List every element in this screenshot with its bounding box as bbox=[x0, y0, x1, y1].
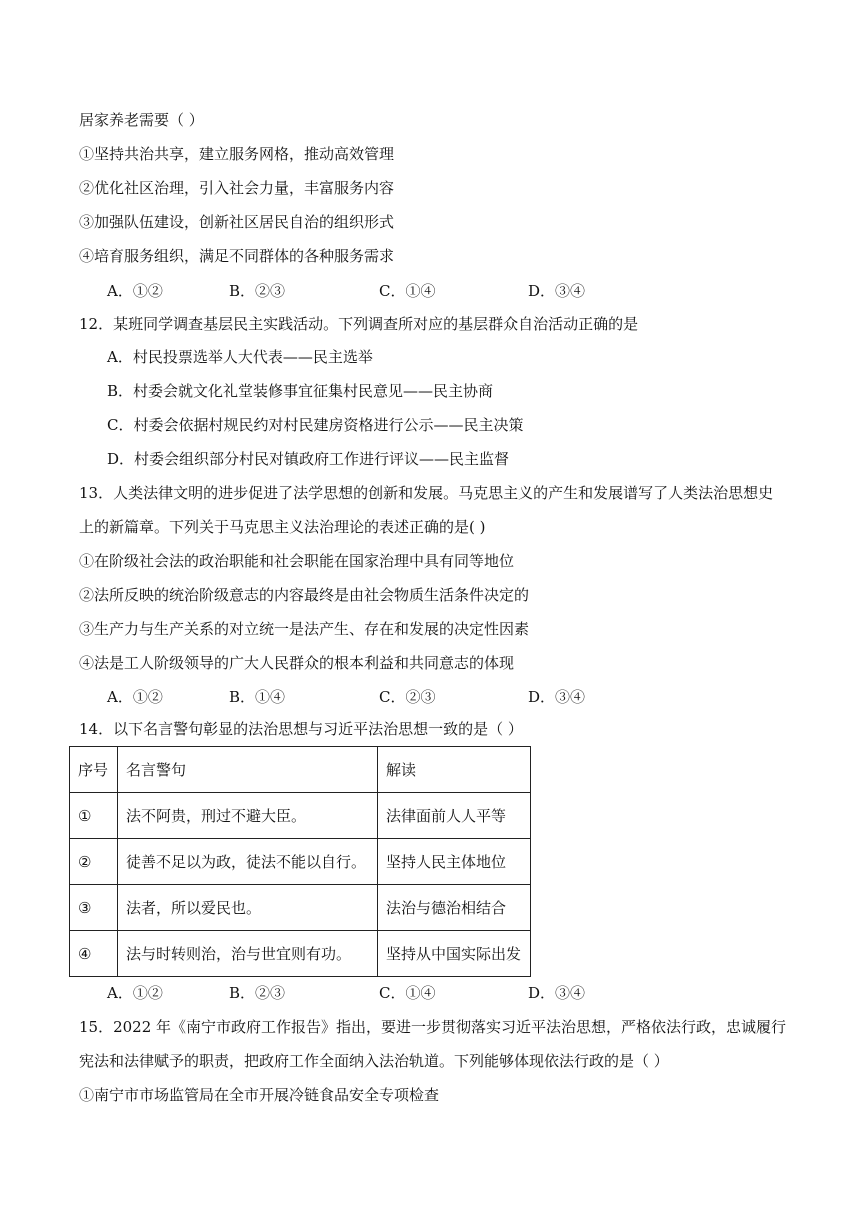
row-interpretation: 坚持从中国实际出发 bbox=[378, 931, 531, 977]
q14-choices bbox=[107, 983, 807, 1003]
q13-choice-b[interactable]: B．①④ bbox=[229, 688, 286, 706]
q11-statement-4: ④培育服务组织，满足不同群体的各种服务需求 bbox=[79, 247, 395, 265]
q15-stem-line-1: 15．2022 年《南宁市政府工作报告》指出，要进一步贯彻落实习近平法治思想，严格依法行政，忠诚履行 bbox=[79, 1018, 787, 1036]
q11-choice-c[interactable]: C．①④ bbox=[379, 282, 436, 300]
q13-statement-4: ④法是工人阶级领导的广大人民群众的根本利益和共同意志的体现 bbox=[79, 654, 515, 672]
q14-stem: 14．以下名言警句彰显的法治思想与习近平法治思想一致的是（ ） bbox=[79, 720, 523, 738]
q11-choice-d[interactable]: D．③④ bbox=[528, 282, 586, 300]
q14-choice-b[interactable]: B．②③ bbox=[229, 984, 286, 1002]
row-number: ① bbox=[70, 793, 118, 839]
row-quote: 法不阿贵，刑过不避大臣。 bbox=[118, 793, 378, 839]
q15-stem-line-2: 宪法和法律赋予的职责，把政府工作全面纳入法治轨道。下列能够体现依法行政的是（ ） bbox=[79, 1052, 669, 1070]
q13-statement-3: ③生产力与生产关系的对立统一是法产生、存在和发展的决定性因素 bbox=[79, 620, 530, 638]
q11-statement-2: ②优化社区治理，引入社会力量，丰富服务内容 bbox=[79, 179, 395, 197]
q12-option-a[interactable]: A．村民投票选举人大代表——民主选举 bbox=[107, 348, 373, 366]
row-quote: 法与时转则治，治与世宜则有功。 bbox=[118, 931, 378, 977]
q15-statement-1: ①南宁市市场监管局在全市开展冷链食品安全专项检查 bbox=[79, 1086, 440, 1104]
q14-choice-a[interactable]: A．①② bbox=[107, 984, 163, 1002]
q13-choices bbox=[107, 687, 807, 707]
header-quote: 名言警句 bbox=[118, 747, 378, 793]
q13-statement-1: ①在阶级社会法的政治职能和社会职能在国家治理中具有同等地位 bbox=[79, 552, 515, 570]
q11-statement-3: ③加强队伍建设，创新社区居民自治的组织形式 bbox=[79, 213, 395, 231]
q12-stem: 12．某班同学调查基层民主实践活动。下列调查所对应的基层群众自治活动正确的是 bbox=[79, 315, 639, 333]
row-interpretation: 法治与德治相结合 bbox=[378, 885, 531, 931]
row-interpretation: 法律面前人人平等 bbox=[378, 793, 531, 839]
table-header-row bbox=[70, 747, 531, 793]
table-row bbox=[70, 931, 531, 977]
q14-choice-c[interactable]: C．①④ bbox=[379, 984, 436, 1002]
q13-choice-d[interactable]: D．③④ bbox=[528, 688, 586, 706]
q11-stem: 居家养老需要（ ） bbox=[79, 111, 204, 129]
row-number: ④ bbox=[70, 931, 118, 977]
q13-stem-line-1: 13．人类法律文明的进步促进了法学思想的创新和发展。马克思主义的产生和发展谱写了人类法治思想史 bbox=[79, 484, 774, 502]
q13-choice-a[interactable]: A．①② bbox=[107, 688, 163, 706]
quote-table bbox=[69, 746, 531, 977]
q12-option-c[interactable]: C．村委会依据村规民约对村民建房资格进行公示——民主决策 bbox=[107, 416, 524, 434]
q13-choice-c[interactable]: C．②③ bbox=[379, 688, 436, 706]
q11-choice-b[interactable]: B．②③ bbox=[229, 282, 286, 300]
header-interpretation: 解读 bbox=[378, 747, 531, 793]
q12-option-d[interactable]: D．村委会组织部分村民对镇政府工作进行评议——民主监督 bbox=[107, 450, 510, 468]
row-quote: 法者，所以爱民也。 bbox=[118, 885, 378, 931]
row-number: ③ bbox=[70, 885, 118, 931]
table-row bbox=[70, 885, 531, 931]
q13-statement-2: ②法所反映的统治阶级意志的内容最终是由社会物质生活条件决定的 bbox=[79, 586, 530, 604]
table-row bbox=[70, 793, 531, 839]
row-quote: 徒善不足以为政，徒法不能以自行。 bbox=[118, 839, 378, 885]
q12-option-b[interactable]: B．村委会就文化礼堂装修事宜征集村民意见——民主协商 bbox=[107, 382, 494, 400]
q14-choice-d[interactable]: D．③④ bbox=[528, 984, 586, 1002]
row-number: ② bbox=[70, 839, 118, 885]
q13-stem-line-2: 上的新篇章。下列关于马克思主义法治理论的表述正确的是( ) bbox=[79, 518, 486, 536]
header-number: 序号 bbox=[70, 747, 118, 793]
q11-choices bbox=[107, 281, 807, 301]
q11-statement-1: ①坚持共治共享，建立服务网格，推动高效管理 bbox=[79, 145, 395, 163]
q11-choice-a[interactable]: A．①② bbox=[107, 282, 163, 300]
table-row bbox=[70, 839, 531, 885]
row-interpretation: 坚持人民主体地位 bbox=[378, 839, 531, 885]
